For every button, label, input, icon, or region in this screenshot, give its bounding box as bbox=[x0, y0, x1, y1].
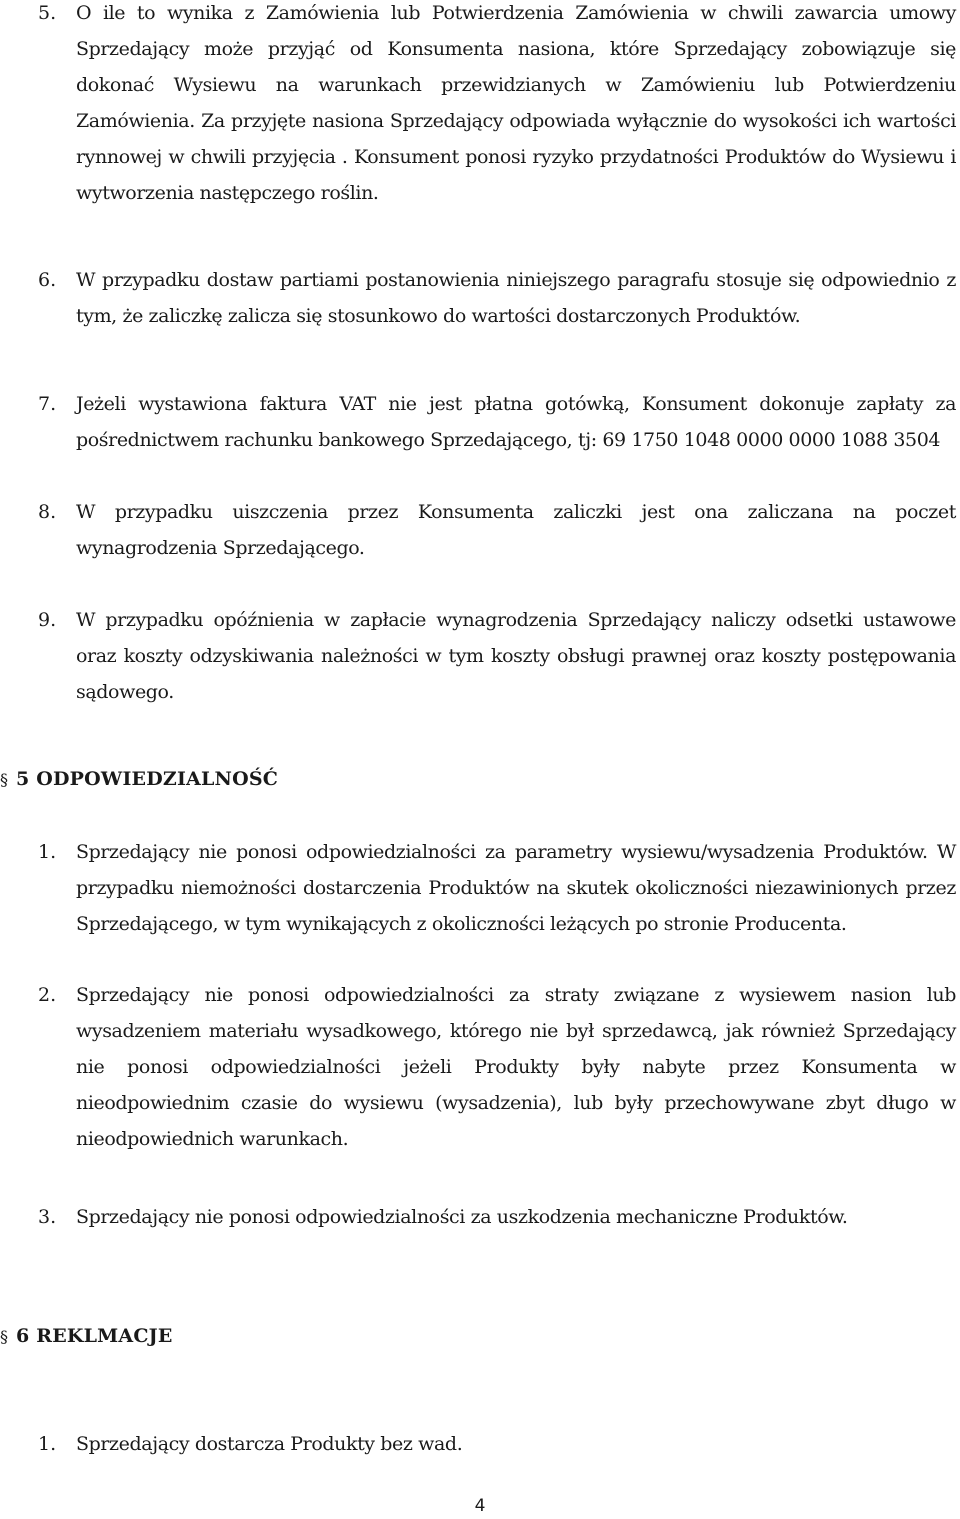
item-text: W przypadku uiszczenia przez Konsumenta zaliczki jest ona zaliczana na poczet wynagrodzenia Sprzedającego. bbox=[76, 501, 956, 559]
item-text: W przypadku opóźnienia w zapłacie wynagrodzenia Sprzedający naliczy odsetki ustawowe oraz koszty odzyskiwania należności w tym koszty obsługi prawnej oraz koszty postępowania sądowego. bbox=[76, 609, 956, 703]
paragraph-item-7 bbox=[38, 386, 956, 458]
item-number: 9. bbox=[38, 609, 57, 631]
item-number: 7. bbox=[38, 393, 57, 415]
item-number: 3. bbox=[38, 1206, 57, 1228]
section-heading-6 bbox=[0, 1321, 173, 1352]
section5-item-2 bbox=[38, 977, 956, 1157]
item-text: Jeżeli wystawiona faktura VAT nie jest płatna gotówką, Konsument dokonuje zapłaty za pośrednictwem rachunku bankowego Sprzedającego, tj: 69 1750 1048 0000 0000 1088 3504 bbox=[76, 393, 956, 451]
item-text: Sprzedający nie ponosi odpowiedzialności za uszkodzenia mechaniczne Produktów. bbox=[76, 1206, 848, 1228]
section-symbol: § bbox=[0, 770, 9, 789]
item-text: Sprzedający dostarcza Produkty bez wad. bbox=[76, 1433, 463, 1455]
paragraph-item-6 bbox=[38, 262, 956, 334]
section-title: 6 REKLMACJE bbox=[16, 1325, 173, 1347]
item-number: 5. bbox=[38, 2, 57, 24]
page-number: 4 bbox=[474, 1496, 486, 1516]
item-text: W przypadku dostaw partiami postanowienia niniejszego paragrafu stosuje się odpowiednio z tym, że zaliczkę zalicza się stosunkowo do wartości dostarczonych Produktów. bbox=[76, 269, 956, 327]
item-number: 1. bbox=[38, 1433, 57, 1455]
item-number: 6. bbox=[38, 269, 57, 291]
section-heading-5 bbox=[0, 764, 278, 795]
item-number: 8. bbox=[38, 501, 57, 523]
section6-item-1 bbox=[38, 1426, 956, 1462]
section-title: 5 ODPOWIEDZIALNOŚĆ bbox=[16, 768, 279, 790]
paragraph-item-8 bbox=[38, 494, 956, 566]
item-number: 2. bbox=[38, 984, 57, 1006]
section-symbol: § bbox=[0, 1327, 9, 1346]
item-text: Sprzedający nie ponosi odpowiedzialności za parametry wysiewu/wysadzenia Produktów. W przypadku niemożności dostarczenia Produktów na skutek okoliczności niezawinionych przez Sprzedającego, w tym wynikających z okoliczności leżących po stronie Producenta. bbox=[76, 841, 956, 935]
item-text: Sprzedający nie ponosi odpowiedzialności za straty związane z wysiewem nasion lub wysadzeniem materiału wysadkowego, którego nie był sprzedawcą, jak również Sprzedający nie ponosi odpowiedzialności jeżeli Produkty były nabyte przez Konsumenta w nieodpowiednim czasie do wysiewu (wysadzenia), lub były przechowywane zbyt długo w nieodpowiednich warunkach. bbox=[76, 984, 956, 1150]
section5-item-3 bbox=[38, 1199, 956, 1235]
item-text: O ile to wynika z Zamówienia lub Potwierdzenia Zamówienia w chwili zawarcia umowy Sprzedający może przyjąć od Konsumenta nasiona, które Sprzedający zobowiązuje się dokonać Wysiewu na warunkach przewidzianych w Zamówieniu lub Potwierdzeniu Zamówienia. Za przyjęte nasiona Sprzedający odpowiada wyłącznie do wysokości ich wartości rynnowej w chwili przyjęcia . Konsument ponosi ryzyko przydatności Produktów do Wysiewu i wytworzenia następczego roślin. bbox=[76, 2, 956, 204]
item-number: 1. bbox=[38, 841, 57, 863]
paragraph-item-5 bbox=[38, 0, 956, 211]
paragraph-item-9 bbox=[38, 602, 956, 710]
section5-item-1 bbox=[38, 834, 956, 942]
